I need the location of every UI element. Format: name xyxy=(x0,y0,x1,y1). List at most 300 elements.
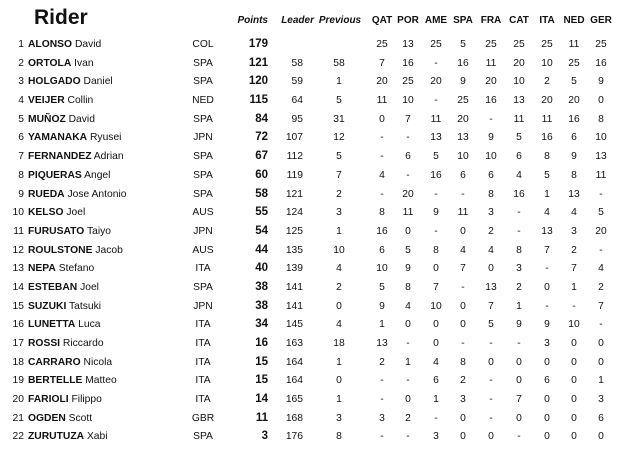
rider-position: 12 xyxy=(12,244,24,256)
race-points-qat: 13 xyxy=(376,338,388,349)
rider-points: 38 xyxy=(255,280,268,293)
gap-to-previous: 1 xyxy=(336,76,342,88)
race-header-ger: GER xyxy=(590,15,612,26)
rider-points: 15 xyxy=(255,355,268,368)
rider-country: SPA xyxy=(193,188,213,200)
race-points-ger: 10 xyxy=(595,132,607,144)
gap-to-leader: 112 xyxy=(286,151,303,163)
rider-firstname: Jacob xyxy=(95,244,123,256)
rider-country: AUS xyxy=(192,207,214,219)
rider-name xyxy=(28,245,123,256)
rider-surname: ROSSI xyxy=(28,338,61,349)
rider-country: SPA xyxy=(193,76,213,88)
rider-points: 58 xyxy=(255,187,268,200)
race-header-ame: AME xyxy=(424,15,448,26)
rider-surname: ORTOLA xyxy=(28,57,72,69)
rider-name xyxy=(28,357,112,368)
race-header-ned: NED xyxy=(563,15,585,26)
rider-country: JPN xyxy=(193,132,213,144)
race-points-ame: 13 xyxy=(430,132,442,144)
gap-to-leader: 164 xyxy=(285,375,303,387)
race-points-qat: 3 xyxy=(379,412,385,424)
table-row xyxy=(0,392,618,411)
race-points-spa: 6 xyxy=(460,169,466,181)
race-points-ned: 0 xyxy=(571,412,577,424)
gap-to-leader: 59 xyxy=(291,76,303,88)
race-points-por: 0 xyxy=(405,394,411,406)
race-points-ame: 7 xyxy=(433,281,439,293)
rider-name xyxy=(28,431,108,442)
race-points-spa: 16 xyxy=(457,57,469,69)
race-points-qat: 25 xyxy=(376,39,388,50)
race-points-ned: 9 xyxy=(571,151,577,163)
race-points-qat: - xyxy=(380,394,384,406)
gap-to-leader: 121 xyxy=(285,188,303,200)
rider-name xyxy=(28,263,94,274)
race-points-ned: 16 xyxy=(568,113,580,125)
race-points-cat: 0 xyxy=(516,375,522,387)
rider-surname: PIQUERAS xyxy=(28,169,82,181)
race-points-fra: - xyxy=(489,338,493,349)
race-points-spa: 10 xyxy=(457,151,469,163)
race-points-spa: 2 xyxy=(460,375,466,387)
race-points-cat: 10 xyxy=(513,76,525,88)
race-points-ned: 0 xyxy=(571,431,577,443)
rider-country: AUS xyxy=(192,244,214,256)
table-row xyxy=(0,37,618,56)
gap-to-leader: 124 xyxy=(285,207,303,219)
table-row xyxy=(0,299,618,318)
race-points-ger: - xyxy=(599,244,603,256)
gap-to-previous: 18 xyxy=(333,338,345,349)
rider-position: 8 xyxy=(18,169,24,181)
rider-points: 16 xyxy=(255,337,268,349)
rider-points: 60 xyxy=(255,168,268,181)
race-points-spa: 0 xyxy=(460,412,466,424)
race-points-ger: 0 xyxy=(598,338,604,349)
table-row xyxy=(0,261,618,280)
race-points-ame: 9 xyxy=(433,207,439,219)
table-row xyxy=(0,355,618,374)
race-points-ame: 8 xyxy=(433,244,439,256)
race-points-spa: 11 xyxy=(457,207,469,219)
gap-to-leader: 163 xyxy=(285,338,303,349)
rider-points: 54 xyxy=(255,224,268,237)
rider-country: NED xyxy=(192,95,214,107)
rider-firstname: Ryusei xyxy=(90,132,122,144)
rider-name xyxy=(28,58,94,69)
rider-position: 17 xyxy=(12,338,24,349)
table-row xyxy=(0,74,618,93)
race-points-ger: - xyxy=(599,319,603,331)
table-row xyxy=(0,243,618,262)
race-points-cat: 8 xyxy=(516,244,522,256)
rider-surname: FARIOLI xyxy=(28,394,69,406)
rider-points: 15 xyxy=(255,374,268,387)
race-points-qat: 8 xyxy=(379,207,385,219)
race-points-fra: 10 xyxy=(485,151,497,163)
points-header: Points xyxy=(237,15,268,26)
gap-to-previous: 58 xyxy=(333,57,345,69)
race-points-cat: - xyxy=(517,338,521,349)
rider-firstname: Joel xyxy=(80,281,99,293)
race-points-fra: 9 xyxy=(488,132,494,144)
race-points-fra: 8 xyxy=(488,188,494,200)
race-points-qat: 9 xyxy=(379,300,385,312)
race-points-por: 13 xyxy=(402,39,414,50)
race-points-qat: - xyxy=(380,188,384,200)
rider-surname: HOLGADO xyxy=(28,76,81,88)
rider-points: 40 xyxy=(255,262,268,275)
race-points-ned: 0 xyxy=(571,375,577,387)
rider-position: 4 xyxy=(18,95,24,107)
rider-name xyxy=(28,375,117,386)
gap-to-leader: 176 xyxy=(285,431,303,443)
race-points-ger: 16 xyxy=(595,57,607,69)
gap-to-leader: 58 xyxy=(291,57,303,69)
race-points-cat: - xyxy=(517,207,521,219)
table-row xyxy=(0,187,618,206)
table-row xyxy=(0,112,618,131)
rider-country: ITA xyxy=(195,338,211,349)
race-points-por: - xyxy=(406,132,410,144)
table-row xyxy=(0,411,618,430)
rider-name xyxy=(28,189,126,200)
table-row xyxy=(0,56,618,75)
race-points-ame: - xyxy=(434,225,438,237)
rider-surname: FURUSATO xyxy=(28,225,85,237)
gap-to-previous: 7 xyxy=(336,169,342,181)
race-points-spa: 0 xyxy=(460,431,466,443)
gap-to-leader: 64 xyxy=(291,95,303,107)
rider-firstname: Taiyo xyxy=(86,225,111,237)
rider-country: JPN xyxy=(193,300,213,312)
gap-to-leader: 95 xyxy=(291,113,303,125)
gap-to-leader: 141 xyxy=(285,300,303,312)
race-points-qat: - xyxy=(380,375,384,387)
race-points-spa: 0 xyxy=(460,225,466,237)
previous-header: Previous xyxy=(318,15,362,26)
race-points-spa: 13 xyxy=(457,132,469,144)
race-points-por: 0 xyxy=(405,319,411,331)
race-points-qat: 20 xyxy=(376,76,388,88)
race-points-ame: - xyxy=(434,188,438,200)
race-points-spa: 4 xyxy=(460,244,466,256)
race-points-ita: 10 xyxy=(541,57,553,69)
rider-name xyxy=(28,76,113,87)
race-header-qat: QAT xyxy=(371,15,393,26)
race-points-qat: 2 xyxy=(379,356,385,368)
table-row xyxy=(0,336,618,355)
rider-surname: BERTELLE xyxy=(28,375,83,387)
race-points-spa: 20 xyxy=(457,113,469,125)
race-points-fra: - xyxy=(489,394,493,406)
race-points-por: 1 xyxy=(405,356,411,368)
rider-name xyxy=(28,319,101,330)
rider-surname: LUNETTA xyxy=(28,319,76,331)
race-points-ita: 20 xyxy=(541,95,553,107)
rider-position: 18 xyxy=(12,356,24,368)
race-points-ned: 11 xyxy=(568,39,580,50)
race-points-ita: 0 xyxy=(544,281,550,293)
race-points-fra: 3 xyxy=(488,207,494,219)
race-points-ame: 25 xyxy=(430,39,442,50)
rider-name xyxy=(28,338,104,349)
race-points-spa: 7 xyxy=(460,263,466,275)
race-points-cat: 5 xyxy=(516,132,522,144)
gap-to-previous: 1 xyxy=(336,394,342,406)
race-points-ger: 0 xyxy=(598,95,604,107)
race-points-fra: 16 xyxy=(485,95,497,107)
race-points-fra: - xyxy=(489,412,493,424)
rider-firstname: Joel xyxy=(66,207,86,219)
rider-surname: ROULSTONE xyxy=(28,244,93,256)
race-points-ame: 6 xyxy=(433,375,439,387)
race-points-ita: 9 xyxy=(544,319,550,331)
table-row xyxy=(0,317,618,336)
race-points-fra: 0 xyxy=(488,263,494,275)
table-row xyxy=(0,93,618,112)
gap-to-previous: 5 xyxy=(336,151,342,163)
race-points-spa: 25 xyxy=(457,95,469,107)
rider-points: 44 xyxy=(255,243,268,256)
race-points-ame: - xyxy=(434,95,438,107)
race-points-ita: 0 xyxy=(544,394,550,406)
rider-country: ITA xyxy=(195,394,211,406)
gap-to-leader: 125 xyxy=(285,225,303,237)
race-points-por: - xyxy=(406,338,410,349)
race-points-ita: 25 xyxy=(541,39,553,50)
table-row xyxy=(0,373,618,392)
race-points-fra: 7 xyxy=(488,300,494,312)
race-points-ita: 11 xyxy=(541,113,553,125)
rider-surname: YAMANAKA xyxy=(28,132,88,144)
race-points-qat: - xyxy=(380,151,384,163)
race-points-qat: 10 xyxy=(376,263,388,275)
race-points-ger: 1 xyxy=(598,375,604,387)
race-points-por: 7 xyxy=(405,113,411,125)
race-points-qat: 16 xyxy=(376,225,388,237)
race-points-ned: 5 xyxy=(571,76,577,88)
gap-to-leader: 168 xyxy=(285,412,303,424)
rider-name xyxy=(28,39,101,50)
rider-position: 22 xyxy=(12,431,24,443)
rider-surname: RUEDA xyxy=(28,188,65,200)
gap-to-previous: 0 xyxy=(336,300,342,312)
race-header-fra: FRA xyxy=(480,15,502,26)
race-points-qat: - xyxy=(380,431,384,443)
rider-name xyxy=(28,226,111,237)
rider-name xyxy=(28,207,85,218)
rider-position: 20 xyxy=(12,394,24,406)
table-row xyxy=(0,149,618,168)
rider-name xyxy=(28,301,101,312)
rider-firstname: Nicola xyxy=(83,356,113,368)
race-points-spa: 0 xyxy=(460,300,466,312)
race-points-ame: 0 xyxy=(433,263,439,275)
gap-to-previous: 10 xyxy=(333,244,345,256)
table-row xyxy=(0,429,618,448)
rider-surname: KELSO xyxy=(28,207,64,219)
rider-name xyxy=(28,132,121,143)
race-points-qat: 11 xyxy=(376,95,388,107)
rider-surname: NEPA xyxy=(28,263,56,275)
rider-position: 6 xyxy=(18,132,24,144)
race-points-ned: 4 xyxy=(571,207,577,219)
gap-to-leader: 165 xyxy=(285,394,303,406)
rider-points: 11 xyxy=(255,411,268,424)
rider-surname: MUÑOZ xyxy=(28,113,66,125)
race-points-ame: 0 xyxy=(433,338,439,349)
race-points-spa: - xyxy=(461,281,465,293)
race-points-ame: 5 xyxy=(433,151,439,163)
table-row xyxy=(0,168,618,187)
rider-position: 21 xyxy=(12,412,24,424)
race-points-ita: 8 xyxy=(544,151,550,163)
race-points-ita: - xyxy=(545,263,549,275)
rider-firstname: Daniel xyxy=(83,76,113,88)
rider-points: 38 xyxy=(255,299,268,312)
race-points-cat: 3 xyxy=(516,263,522,275)
race-points-cat: 25 xyxy=(513,39,525,50)
race-points-ita: 7 xyxy=(544,244,550,256)
rider-country: ITA xyxy=(195,263,211,275)
rider-firstname: Luca xyxy=(78,319,101,331)
race-points-fra: - xyxy=(489,113,493,125)
table-row xyxy=(0,280,618,299)
race-header-cat: CAT xyxy=(509,15,529,26)
race-points-ame: - xyxy=(434,412,438,424)
race-points-por: - xyxy=(406,431,410,443)
race-points-por: 10 xyxy=(402,95,414,107)
rider-name xyxy=(28,394,102,405)
race-points-ita: 0 xyxy=(544,412,550,424)
gap-to-leader: 139 xyxy=(285,263,303,275)
gap-to-leader: 141 xyxy=(285,281,303,293)
rider-position: 5 xyxy=(18,113,24,125)
gap-to-previous: 1 xyxy=(336,225,342,237)
rider-country: SPA xyxy=(193,57,213,69)
gap-to-previous: 4 xyxy=(336,319,342,331)
race-points-fra: 4 xyxy=(488,244,494,256)
race-points-ame: 4 xyxy=(433,356,439,368)
gap-to-leader: 164 xyxy=(285,356,303,368)
gap-to-leader: 145 xyxy=(285,319,303,331)
race-points-ned: 0 xyxy=(571,356,577,368)
gap-to-leader: 119 xyxy=(286,169,303,181)
race-points-ame: 10 xyxy=(430,300,442,312)
race-points-fra: 20 xyxy=(485,76,497,88)
race-points-ita: 3 xyxy=(544,338,550,349)
race-points-ger: - xyxy=(599,188,603,200)
race-points-ame: 3 xyxy=(433,431,439,443)
race-points-qat: 4 xyxy=(379,169,385,181)
race-points-cat: - xyxy=(517,431,521,443)
rider-country: COL xyxy=(192,39,214,50)
race-header-ita: ITA xyxy=(539,15,555,26)
rider-firstname: David xyxy=(68,113,95,125)
race-points-por: 0 xyxy=(405,225,411,237)
race-points-qat: 6 xyxy=(379,244,385,256)
rider-points: 120 xyxy=(248,75,268,88)
race-points-ita: 0 xyxy=(544,356,550,368)
race-points-ita: - xyxy=(545,300,549,312)
race-points-ned: 7 xyxy=(571,263,577,275)
table-row xyxy=(0,205,618,224)
rider-firstname: Riccardo xyxy=(62,338,104,349)
race-points-fra: 0 xyxy=(488,431,494,443)
race-points-ger: 5 xyxy=(598,207,604,219)
race-points-ger: 6 xyxy=(598,412,604,424)
race-points-spa: - xyxy=(461,188,465,200)
race-points-ame: 1 xyxy=(433,394,439,406)
rider-name xyxy=(28,114,95,125)
race-points-ned: 10 xyxy=(568,319,580,331)
rider-position: 7 xyxy=(18,151,24,163)
rider-position: 14 xyxy=(12,281,24,293)
gap-to-previous: 3 xyxy=(336,412,342,424)
rider-points: 115 xyxy=(249,94,268,107)
rider-position: 13 xyxy=(12,263,24,275)
rider-position: 15 xyxy=(12,300,24,312)
rider-name xyxy=(28,170,110,181)
standings-rows xyxy=(0,37,618,448)
rider-country: SPA xyxy=(193,113,213,125)
rider-position: 9 xyxy=(18,188,24,200)
rider-surname: CARRARO xyxy=(28,356,81,368)
race-points-ned: 1 xyxy=(571,281,577,293)
gap-to-previous: 0 xyxy=(336,375,342,387)
rider-points: 34 xyxy=(255,318,268,331)
race-points-ned: 0 xyxy=(571,338,577,349)
race-points-por: - xyxy=(406,375,410,387)
race-points-ame: 11 xyxy=(430,113,442,125)
rider-country: ITA xyxy=(195,319,211,331)
race-points-spa: 8 xyxy=(460,356,466,368)
race-points-ita: 4 xyxy=(544,207,550,219)
race-points-por: 20 xyxy=(402,188,414,200)
rider-position: 10 xyxy=(12,207,24,219)
race-points-ita: 13 xyxy=(541,225,553,237)
rider-name xyxy=(28,151,124,162)
rider-surname: ZURUTUZA xyxy=(28,431,85,443)
race-points-cat: 0 xyxy=(516,356,522,368)
rider-points: 84 xyxy=(255,112,268,125)
race-points-ame: 16 xyxy=(430,169,442,181)
rider-country: SPA xyxy=(193,169,213,181)
race-points-por: 9 xyxy=(405,263,411,275)
rider-firstname: Scott xyxy=(68,412,93,424)
race-points-ger: 0 xyxy=(598,356,604,368)
rider-country: JPN xyxy=(193,225,213,237)
race-points-fra: 6 xyxy=(488,169,494,181)
race-points-cat: 16 xyxy=(513,188,525,200)
race-points-cat: 13 xyxy=(513,95,525,107)
race-points-fra: 13 xyxy=(485,281,497,293)
rider-points: 121 xyxy=(248,56,268,69)
rider-firstname: Matteo xyxy=(85,375,117,387)
race-points-cat: 7 xyxy=(516,394,522,406)
race-points-ger: 3 xyxy=(598,394,604,406)
race-points-cat: 20 xyxy=(513,57,525,69)
race-points-fra: 5 xyxy=(488,319,494,331)
race-points-cat: 0 xyxy=(516,412,522,424)
rider-firstname: Collin xyxy=(67,95,94,107)
race-points-fra: 2 xyxy=(488,225,494,237)
rider-points: 14 xyxy=(255,393,268,406)
race-points-ned: 13 xyxy=(568,188,580,200)
race-points-por: - xyxy=(406,169,410,181)
